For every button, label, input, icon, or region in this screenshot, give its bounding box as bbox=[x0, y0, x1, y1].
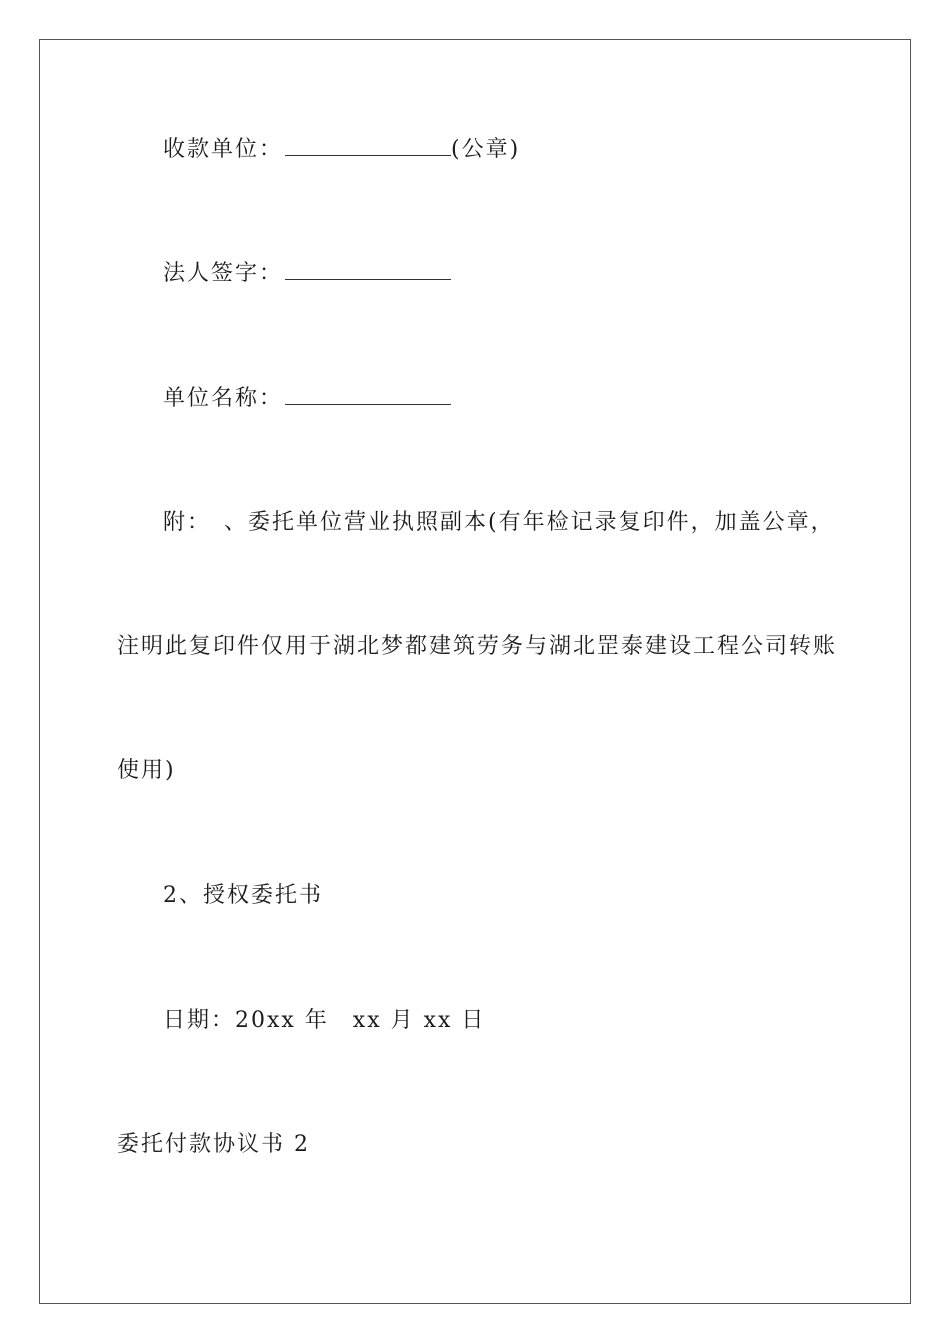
payee-line bbox=[163, 137, 520, 163]
page-frame bbox=[39, 39, 911, 1304]
attachment-line-2: 注明此复印件仅用于湖北梦都建筑劳务与湖北罡泰建设工程公司转账 bbox=[117, 634, 838, 659]
date-line: 日期：20xx 年 xx 月 xx 日 bbox=[163, 1008, 486, 1033]
unit-name-blank bbox=[285, 386, 451, 405]
unit-name-line bbox=[163, 386, 451, 412]
legal-sign-blank bbox=[285, 261, 451, 280]
payee-seal: (公章) bbox=[451, 137, 521, 162]
payee-blank bbox=[285, 137, 451, 156]
attachment-line-1: 附： 、委托单位营业执照副本(有年检记录复印件，加盖公章， bbox=[163, 510, 835, 535]
legal-sign-label: 法人签字： bbox=[163, 261, 284, 286]
item-2-title: 2、授权委托书 bbox=[163, 883, 323, 908]
legal-sign-line bbox=[163, 261, 451, 287]
attachment-line-3: 使用) bbox=[117, 758, 176, 783]
payee-label: 收款单位： bbox=[163, 137, 284, 162]
next-document-title: 委托付款协议书 2 bbox=[117, 1132, 310, 1157]
unit-name-label: 单位名称： bbox=[163, 386, 284, 411]
